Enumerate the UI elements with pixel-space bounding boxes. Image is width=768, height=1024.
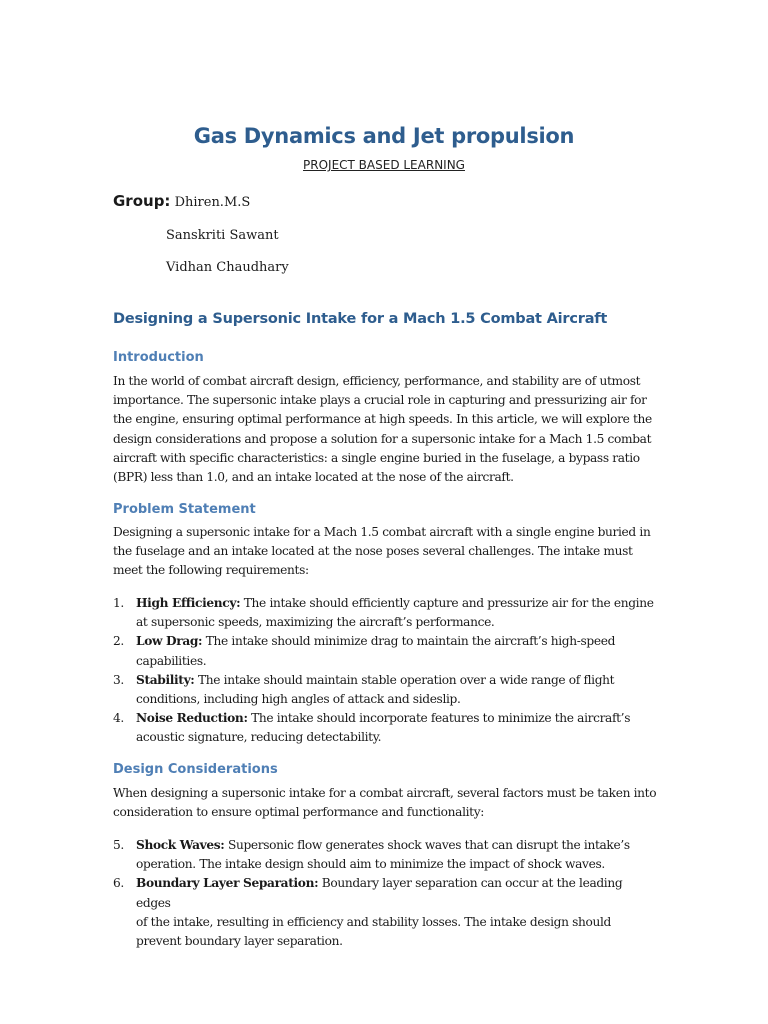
text-line: The intake should incorporate features to minimize the aircraft’s xyxy=(251,711,631,726)
group-member: Dhiren.M.S xyxy=(174,195,251,210)
text-line: importance. The supersonic intake plays a crucial role in capturing and pressurizing air for xyxy=(113,393,647,408)
text-line: design considerations and propose a solution for a supersonic intake for a Mach 1.5 combat xyxy=(113,431,652,446)
list-number: 3. xyxy=(113,672,124,687)
text-line: Designing a supersonic intake for a Mach 1.5 combat aircraft with a single engine buried in xyxy=(113,525,651,539)
list-term: Noise Reduction: xyxy=(136,711,248,726)
list-term: Boundary Layer Separation: xyxy=(136,876,319,891)
document-title: Gas Dynamics and Jet propulsion xyxy=(193,124,575,148)
text-line: consideration to ensure optimal performance and functionality: xyxy=(113,805,485,820)
text-line: the fuselage and an intake located at the nose poses several challenges. The intake must xyxy=(113,544,633,559)
text-line: the engine, ensuring optimal performance at high speeds. In this article, we will explore the xyxy=(113,412,652,427)
text-line: Supersonic flow generates shock waves that can disrupt the intake’s xyxy=(227,838,630,852)
list-number: 4. xyxy=(113,711,124,726)
text-line: (BPR) less than 1.0, and an intake located at the nose of the aircraft. xyxy=(113,470,514,485)
text-line: meet the following requirements: xyxy=(113,563,309,578)
list-number: 2. xyxy=(113,634,124,649)
problem-statement-heading: Problem Statement xyxy=(113,502,256,517)
text-line: operation. The intake design should aim to minimize the impact of shock waves. xyxy=(136,857,605,872)
problem-statement-paragraph xyxy=(113,523,658,581)
text-line: In the world of combat aircraft design, efficiency, performance, and stability are of utmost xyxy=(113,374,641,388)
text-line: When designing a supersonic intake for a combat aircraft, several factors must be taken into xyxy=(113,786,657,800)
text-line: conditions, including high angles of attack and sideslip. xyxy=(136,692,461,707)
text-line: The intake should minimize drag to maintain the aircraft’s high-speed xyxy=(205,634,616,649)
text-line: capabilities. xyxy=(136,653,207,668)
requirements-list xyxy=(113,594,658,748)
text-line: The intake should efficiently capture and pressurize air for the engine xyxy=(243,596,654,610)
text-line: at supersonic speeds, maximizing the aircraft’s performance. xyxy=(136,615,495,630)
list-item xyxy=(113,632,658,670)
main-heading: Designing a Supersonic Intake for a Mach 1.5 Combat Aircraft xyxy=(113,311,608,327)
list-number: 1. xyxy=(113,596,124,610)
group-line xyxy=(113,192,250,210)
considerations-list xyxy=(113,836,658,951)
list-number: 5. xyxy=(113,838,124,852)
text-line: The intake should maintain stable operation over a wide range of flight xyxy=(197,672,615,687)
list-item xyxy=(113,836,658,874)
document-subtitle: PROJECT BASED LEARNING xyxy=(303,158,465,172)
design-considerations-heading: Design Considerations xyxy=(113,762,278,777)
introduction-heading: Introduction xyxy=(113,350,204,365)
introduction-paragraph xyxy=(113,372,658,487)
text-line: aircraft with specific characteristics: a single engine buried in the fuselage, a bypass ratio xyxy=(113,450,640,465)
list-term: Shock Waves: xyxy=(136,838,225,852)
text-line: prevent boundary layer separation. xyxy=(136,934,343,949)
group-member: Sanskriti Sawant xyxy=(166,228,279,243)
list-item xyxy=(113,671,658,709)
text-line: Boundary layer separation can occur at the leading edges xyxy=(136,876,623,910)
text-line: acoustic signature, reducing detectability. xyxy=(136,730,382,745)
list-term: Stability: xyxy=(136,672,195,687)
design-considerations-paragraph xyxy=(113,784,658,822)
text-line: of the intake, resulting in efficiency and stability losses. The intake design should xyxy=(136,914,611,929)
list-item xyxy=(113,594,658,632)
group-label: Group: xyxy=(113,192,171,210)
list-number: 6. xyxy=(113,876,124,891)
list-term: High Efficiency: xyxy=(136,596,241,610)
list-item xyxy=(113,874,658,951)
list-term: Low Drag: xyxy=(136,634,203,649)
group-member: Vidhan Chaudhary xyxy=(166,260,289,275)
list-item xyxy=(113,709,658,747)
